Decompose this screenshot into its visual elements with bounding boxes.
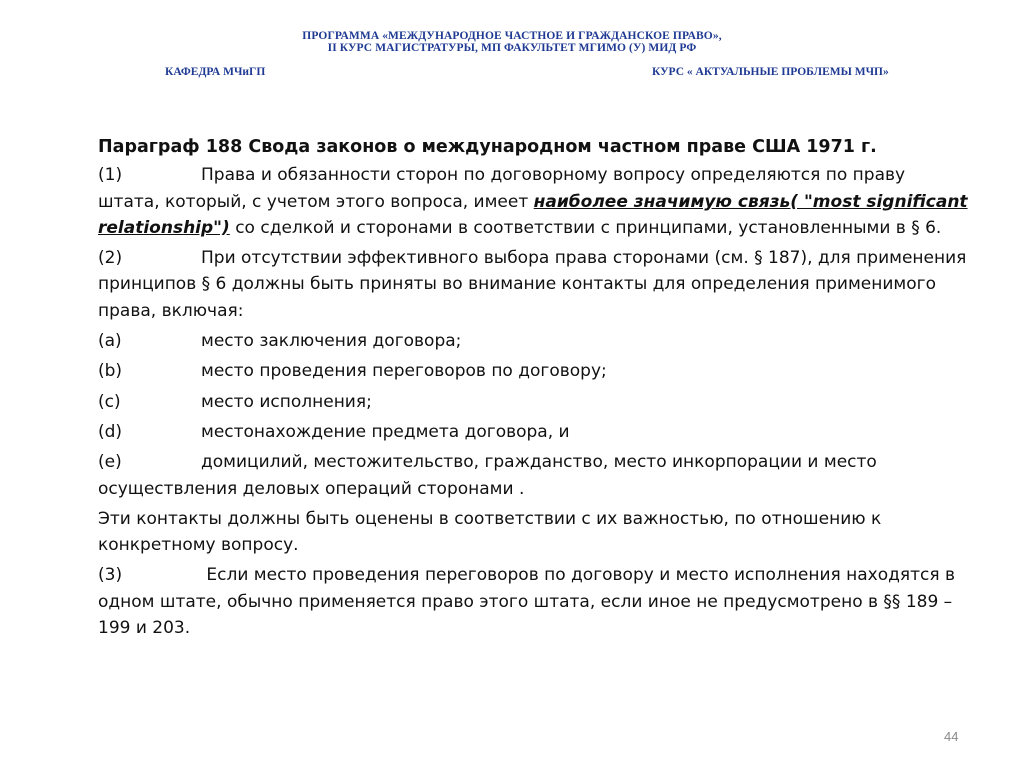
list-item-letter: (c) — [98, 391, 121, 412]
header-department: КАФЕДРА МЧиГП — [165, 66, 266, 78]
header-course-year-line: II КУРС МАГИСТРАТУРЫ, МП ФАКУЛЬТЕТ МГИМО (У) МИД РФ — [327, 42, 697, 54]
paragraph-text: Права и обязанности сторон по договорному вопросу определяются по праву штата, который, с учетом этого вопроса, имеет — [98, 165, 906, 212]
list-item-letter: (a) — [98, 331, 122, 352]
list-item-c — [98, 389, 968, 415]
list-item-text: место заключения договора; — [201, 331, 462, 352]
header-course-name: КУРС « АКТУАЛЬНЫЕ ПРОБЛЕМЫ МЧП» — [652, 66, 889, 78]
paragraph-2 — [98, 245, 968, 324]
list-item-text: место проведения переговоров по договору; — [201, 361, 607, 382]
list-item-letter: (d) — [98, 421, 123, 442]
page-number: 44 — [944, 729, 959, 744]
list-item-letter: (b) — [98, 361, 123, 382]
list-item-b — [98, 358, 968, 384]
list-item-d — [98, 419, 968, 445]
paragraph-text-continued: со сделкой и сторонами в соответствии с принципами, установленными в § 6. — [229, 217, 942, 238]
paragraph-number: (3) — [98, 565, 123, 586]
list-item-a — [98, 328, 968, 354]
paragraph-number: (1) — [98, 165, 123, 186]
paragraph-text: Если место проведения переговоров по договору и место исполнения находятся в одном штате, обычно применяется право этого штата, если иное не предусмотрено в §§ 189 – 199 и 203. — [98, 565, 956, 639]
paragraph-text: При отсутствии эффективного выбора права сторонами (см. § 187), для применения принципов § 6 должны быть приняты во внимание контакты для определения применимого права, включая: — [98, 248, 967, 321]
list-item-letter: (e) — [98, 452, 122, 473]
paragraph-number: (2) — [98, 248, 123, 269]
paragraph-3 — [98, 562, 968, 641]
contacts-paragraph — [98, 506, 968, 559]
paragraph-text: Эти контакты должны быть оценены в соответствии с их важностью, по отношению к конкретному вопросу. — [98, 508, 882, 556]
list-item-text: местонахождение предмета договора, и — [201, 421, 570, 442]
emphasized-term: наиболее значимую связь( "most significant relationship") — [98, 191, 968, 238]
paragraph-1 — [98, 162, 968, 241]
slide-title: Параграф 188 Свода законов о международном частном праве США 1971 г. — [98, 137, 877, 157]
list-item-text: место исполнения; — [201, 391, 372, 412]
list-item-text: домицилий, местожительство, гражданство, место инкорпорации и место осуществления деловых операций сторонами . — [98, 452, 877, 499]
slide-content — [98, 134, 968, 645]
header-program-line: ПРОГРАММА «МЕЖДУНАРОДНОЕ ЧАСТНОЕ И ГРАЖДАНСКОЕ ПРАВО», — [302, 30, 722, 42]
list-item-e — [98, 449, 968, 502]
